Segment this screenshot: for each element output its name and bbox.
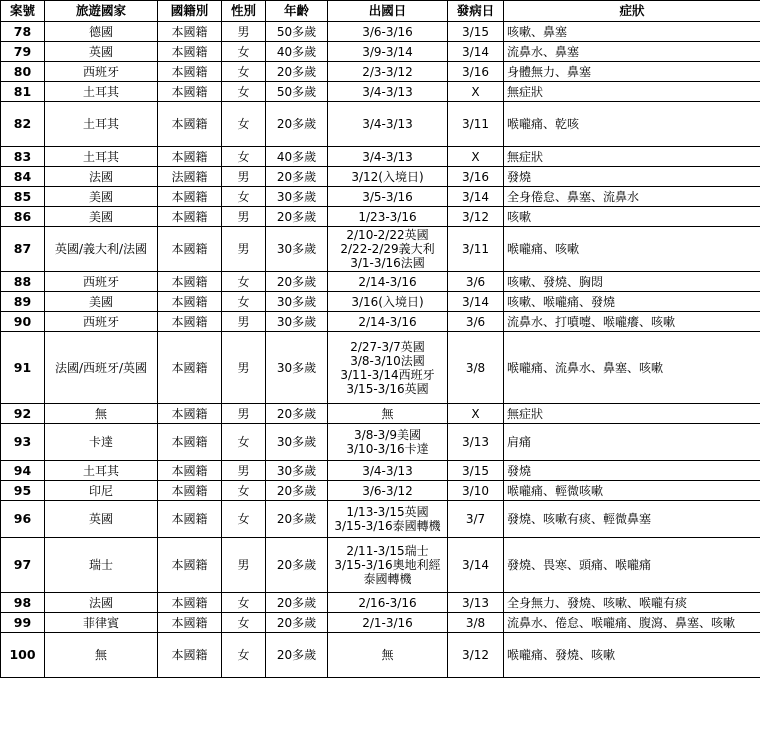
cell-age: 40多歲: [266, 147, 328, 167]
cell-age: 20多歲: [266, 207, 328, 227]
cell-country: 無: [45, 404, 158, 424]
cell-case: 91: [1, 332, 45, 404]
table-row: [1, 481, 760, 501]
cell-age: 50多歲: [266, 22, 328, 42]
cell-onset: 3/14: [448, 538, 504, 593]
header-case: 案號: [1, 1, 45, 22]
cell-nationality: 本國籍: [158, 613, 222, 633]
cell-case: 96: [1, 501, 45, 538]
cell-symptoms: 咳嗽、鼻塞: [504, 22, 760, 42]
cell-symptoms: 喉嚨痛、乾咳: [504, 102, 760, 147]
cell-nationality: 本國籍: [158, 481, 222, 501]
cell-sex: 男: [222, 207, 266, 227]
cell-departure: 2/14-3/16: [328, 312, 448, 332]
cell-departure: 2/3-3/12: [328, 62, 448, 82]
table-row: [1, 82, 760, 102]
cell-symptoms: 咳嗽: [504, 207, 760, 227]
cell-country: 西班牙: [45, 272, 158, 292]
cell-departure: 3/5-3/16: [328, 187, 448, 207]
cell-age: 30多歲: [266, 227, 328, 272]
cell-departure: 2/14-3/16: [328, 272, 448, 292]
cell-sex: 男: [222, 538, 266, 593]
cell-case: 86: [1, 207, 45, 227]
cell-onset: 3/8: [448, 613, 504, 633]
cell-departure: 2/16-3/16: [328, 593, 448, 613]
cell-sex: 女: [222, 42, 266, 62]
cell-sex: 男: [222, 312, 266, 332]
cell-nationality: 本國籍: [158, 404, 222, 424]
cell-symptoms: 發燒: [504, 461, 760, 481]
cell-nationality: 本國籍: [158, 22, 222, 42]
table-row: [1, 292, 760, 312]
cell-symptoms: 發燒: [504, 167, 760, 187]
cell-sex: 男: [222, 227, 266, 272]
cell-onset: 3/13: [448, 424, 504, 461]
cell-age: 20多歲: [266, 593, 328, 613]
cell-departure: 3/6-3/12: [328, 481, 448, 501]
cell-nationality: 法國籍: [158, 167, 222, 187]
cell-sex: 女: [222, 613, 266, 633]
table-row: [1, 501, 760, 538]
cell-age: 20多歲: [266, 167, 328, 187]
cell-case: 100: [1, 633, 45, 678]
cell-sex: 女: [222, 292, 266, 312]
cell-age: 20多歲: [266, 633, 328, 678]
header-symptoms: 症狀: [504, 1, 760, 22]
cell-onset: X: [448, 147, 504, 167]
cell-case: 80: [1, 62, 45, 82]
table-row: [1, 272, 760, 292]
table-row: [1, 332, 760, 404]
cell-country: 土耳其: [45, 102, 158, 147]
cell-country: 瑞士: [45, 538, 158, 593]
table-row: [1, 102, 760, 147]
cell-onset: 3/8: [448, 332, 504, 404]
cell-symptoms: 發燒、咳嗽有痰、輕微鼻塞: [504, 501, 760, 538]
cell-country: 土耳其: [45, 461, 158, 481]
cell-case: 84: [1, 167, 45, 187]
cell-age: 20多歲: [266, 501, 328, 538]
cell-country: 土耳其: [45, 82, 158, 102]
cell-country: 英國: [45, 42, 158, 62]
cell-sex: 女: [222, 102, 266, 147]
cell-departure: 2/10-2/22英國 2/22-2/29義大利 3/1-3/16法國: [328, 227, 448, 272]
cell-sex: 女: [222, 481, 266, 501]
cell-departure: 3/4-3/13: [328, 147, 448, 167]
cell-age: 30多歲: [266, 292, 328, 312]
table-row: [1, 404, 760, 424]
cell-nationality: 本國籍: [158, 62, 222, 82]
cell-symptoms: 喉嚨痛、咳嗽: [504, 227, 760, 272]
cell-onset: 3/11: [448, 102, 504, 147]
cell-sex: 男: [222, 404, 266, 424]
cell-case: 88: [1, 272, 45, 292]
cell-country: 法國/西班牙/英國: [45, 332, 158, 404]
cell-nationality: 本國籍: [158, 461, 222, 481]
cell-country: 無: [45, 633, 158, 678]
cell-age: 20多歲: [266, 538, 328, 593]
cell-country: 卡達: [45, 424, 158, 461]
cell-nationality: 本國籍: [158, 207, 222, 227]
cell-nationality: 本國籍: [158, 102, 222, 147]
cell-nationality: 本國籍: [158, 501, 222, 538]
cell-symptoms: 全身無力、發燒、咳嗽、喉嚨有痰: [504, 593, 760, 613]
cell-country: 西班牙: [45, 312, 158, 332]
cell-departure: 3/9-3/14: [328, 42, 448, 62]
cell-age: 30多歲: [266, 312, 328, 332]
cell-age: 20多歲: [266, 613, 328, 633]
cell-sex: 男: [222, 461, 266, 481]
cell-age: 20多歲: [266, 62, 328, 82]
cell-nationality: 本國籍: [158, 272, 222, 292]
cell-sex: 男: [222, 332, 266, 404]
table-row: [1, 42, 760, 62]
cell-nationality: 本國籍: [158, 147, 222, 167]
cell-nationality: 本國籍: [158, 633, 222, 678]
cell-onset: 3/7: [448, 501, 504, 538]
cell-onset: X: [448, 404, 504, 424]
cell-departure: 3/8-3/9美國 3/10-3/16卡達: [328, 424, 448, 461]
cell-departure: 無: [328, 404, 448, 424]
cell-sex: 女: [222, 272, 266, 292]
cell-sex: 女: [222, 187, 266, 207]
cell-nationality: 本國籍: [158, 538, 222, 593]
cell-onset: 3/15: [448, 22, 504, 42]
table-row: [1, 207, 760, 227]
cell-departure: 3/12(入境日): [328, 167, 448, 187]
cell-case: 82: [1, 102, 45, 147]
cell-onset: 3/12: [448, 633, 504, 678]
cell-country: 美國: [45, 187, 158, 207]
table-row: [1, 633, 760, 678]
cell-onset: 3/14: [448, 292, 504, 312]
cell-case: 92: [1, 404, 45, 424]
cell-symptoms: 無症狀: [504, 82, 760, 102]
cell-age: 20多歲: [266, 481, 328, 501]
cell-case: 79: [1, 42, 45, 62]
cell-nationality: 本國籍: [158, 187, 222, 207]
cell-case: 94: [1, 461, 45, 481]
cell-case: 97: [1, 538, 45, 593]
cell-symptoms: 咳嗽、發燒、胸悶: [504, 272, 760, 292]
cell-sex: 男: [222, 167, 266, 187]
cell-country: 法國: [45, 167, 158, 187]
cell-symptoms: 發燒、畏寒、頭痛、喉嚨痛: [504, 538, 760, 593]
cell-departure: 無: [328, 633, 448, 678]
cell-onset: 3/14: [448, 187, 504, 207]
cell-symptoms: 身體無力、鼻塞: [504, 62, 760, 82]
cell-departure: 3/4-3/13: [328, 102, 448, 147]
cell-symptoms: 無症狀: [504, 147, 760, 167]
cell-age: 20多歲: [266, 102, 328, 147]
cell-departure: 1/13-3/15英國 3/15-3/16泰國轉機: [328, 501, 448, 538]
cell-symptoms: 無症狀: [504, 404, 760, 424]
header-country: 旅遊國家: [45, 1, 158, 22]
header-nationality: 國籍別: [158, 1, 222, 22]
cell-departure: 3/4-3/13: [328, 461, 448, 481]
cell-age: 30多歲: [266, 424, 328, 461]
cell-age: 50多歲: [266, 82, 328, 102]
cell-case: 78: [1, 22, 45, 42]
cell-nationality: 本國籍: [158, 82, 222, 102]
cell-symptoms: 全身倦怠、鼻塞、流鼻水: [504, 187, 760, 207]
cell-symptoms: 咳嗽、喉嚨痛、發燒: [504, 292, 760, 312]
cell-age: 40多歲: [266, 42, 328, 62]
cell-nationality: 本國籍: [158, 42, 222, 62]
table-row: [1, 147, 760, 167]
cell-nationality: 本國籍: [158, 312, 222, 332]
table-body: [1, 22, 760, 678]
table-row: [1, 62, 760, 82]
cell-case: 89: [1, 292, 45, 312]
cell-age: 20多歲: [266, 404, 328, 424]
table-row: [1, 312, 760, 332]
cell-case: 85: [1, 187, 45, 207]
cell-nationality: 本國籍: [158, 593, 222, 613]
cell-case: 99: [1, 613, 45, 633]
header-row: [1, 1, 760, 22]
cell-nationality: 本國籍: [158, 424, 222, 461]
cell-country: 法國: [45, 593, 158, 613]
cell-age: 30多歲: [266, 461, 328, 481]
cell-country: 菲律賓: [45, 613, 158, 633]
cell-departure: 3/4-3/13: [328, 82, 448, 102]
cell-onset: 3/6: [448, 272, 504, 292]
cell-symptoms: 喉嚨痛、輕微咳嗽: [504, 481, 760, 501]
cell-country: 美國: [45, 207, 158, 227]
cell-country: 土耳其: [45, 147, 158, 167]
cell-case: 90: [1, 312, 45, 332]
header-onset: 發病日: [448, 1, 504, 22]
cell-case: 87: [1, 227, 45, 272]
cell-country: 英國/義大利/法國: [45, 227, 158, 272]
header-departure: 出國日: [328, 1, 448, 22]
cell-nationality: 本國籍: [158, 227, 222, 272]
table-row: [1, 167, 760, 187]
cell-nationality: 本國籍: [158, 332, 222, 404]
table-row: [1, 22, 760, 42]
header-age: 年齡: [266, 1, 328, 22]
cell-country: 英國: [45, 501, 158, 538]
cell-sex: 男: [222, 22, 266, 42]
cell-symptoms: 流鼻水、打噴嚏、喉嚨癢、咳嗽: [504, 312, 760, 332]
cell-departure: 3/16(入境日): [328, 292, 448, 312]
cell-departure: 3/6-3/16: [328, 22, 448, 42]
cell-symptoms: 流鼻水、倦怠、喉嚨痛、腹瀉、鼻塞、咳嗽: [504, 613, 760, 633]
cell-onset: 3/15: [448, 461, 504, 481]
cell-onset: 3/11: [448, 227, 504, 272]
cell-sex: 女: [222, 147, 266, 167]
cell-age: 30多歲: [266, 332, 328, 404]
table-header: [1, 1, 760, 22]
cell-sex: 女: [222, 82, 266, 102]
cell-case: 83: [1, 147, 45, 167]
cell-sex: 女: [222, 593, 266, 613]
cell-departure: 2/11-3/15瑞士 3/15-3/16奧地利經 泰國轉機: [328, 538, 448, 593]
cell-onset: 3/14: [448, 42, 504, 62]
cell-sex: 女: [222, 633, 266, 678]
table-row: [1, 593, 760, 613]
cell-departure: 2/27-3/7英國 3/8-3/10法國 3/11-3/14西班牙 3/15-3/16英國: [328, 332, 448, 404]
cell-onset: 3/13: [448, 593, 504, 613]
table-row: [1, 187, 760, 207]
cell-onset: 3/12: [448, 207, 504, 227]
cell-case: 98: [1, 593, 45, 613]
cell-case: 93: [1, 424, 45, 461]
cell-departure: 1/23-3/16: [328, 207, 448, 227]
table-row: [1, 613, 760, 633]
table-row: [1, 227, 760, 272]
cell-country: 西班牙: [45, 62, 158, 82]
cell-sex: 女: [222, 62, 266, 82]
cell-case: 95: [1, 481, 45, 501]
cell-symptoms: 流鼻水、鼻塞: [504, 42, 760, 62]
cell-departure: 2/1-3/16: [328, 613, 448, 633]
cell-symptoms: 喉嚨痛、發燒、咳嗽: [504, 633, 760, 678]
cell-nationality: 本國籍: [158, 292, 222, 312]
cell-onset: 3/16: [448, 62, 504, 82]
cell-onset: X: [448, 82, 504, 102]
cell-onset: 3/6: [448, 312, 504, 332]
cell-age: 20多歲: [266, 272, 328, 292]
cell-symptoms: 肩痛: [504, 424, 760, 461]
cell-country: 印尼: [45, 481, 158, 501]
cell-onset: 3/16: [448, 167, 504, 187]
cell-age: 30多歲: [266, 187, 328, 207]
cell-country: 德國: [45, 22, 158, 42]
cell-symptoms: 喉嚨痛、流鼻水、鼻塞、咳嗽: [504, 332, 760, 404]
cell-sex: 女: [222, 501, 266, 538]
cell-onset: 3/10: [448, 481, 504, 501]
table-row: [1, 538, 760, 593]
table-row: [1, 461, 760, 481]
cell-sex: 女: [222, 424, 266, 461]
table-row: [1, 424, 760, 461]
header-sex: 性別: [222, 1, 266, 22]
cell-country: 美國: [45, 292, 158, 312]
cell-case: 81: [1, 82, 45, 102]
